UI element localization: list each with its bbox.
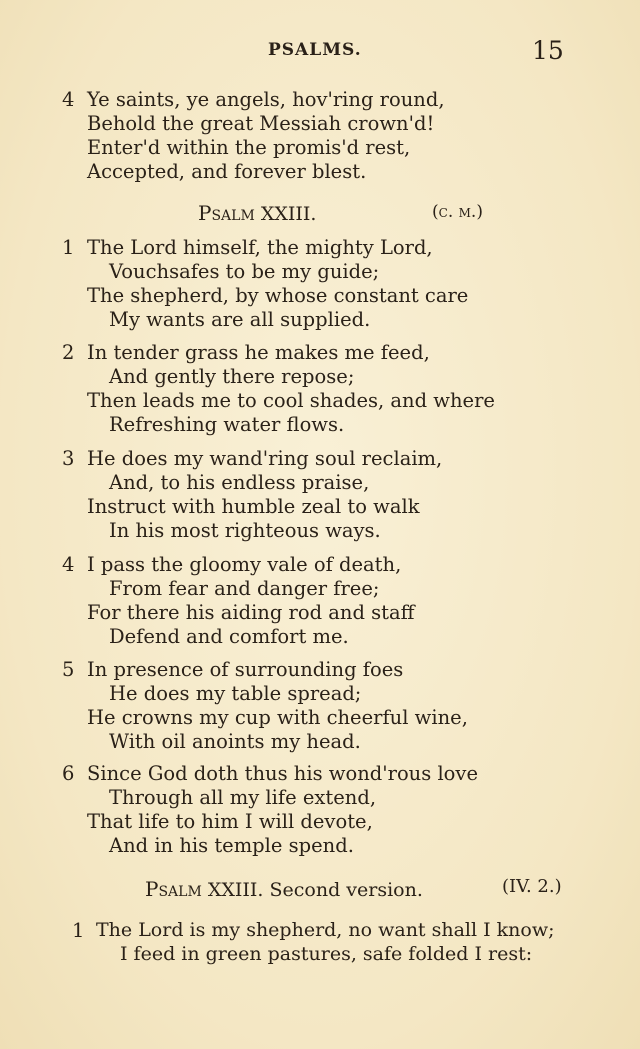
verse-line: That life to him I will devote, bbox=[87, 810, 373, 833]
verse-line: In presence of surrounding foes bbox=[87, 658, 404, 681]
psalm-title-word: Psalm bbox=[145, 877, 202, 901]
psalm-title-second bbox=[145, 879, 423, 900]
psalm-title bbox=[198, 203, 316, 224]
verse-line: The Lord is my shepherd, no want shall I know; bbox=[96, 919, 555, 941]
verse-line: Refreshing water flows. bbox=[109, 413, 345, 436]
meter-label bbox=[432, 204, 483, 221]
stanza-number: 1 bbox=[62, 236, 75, 259]
stanza-number: 1 bbox=[72, 919, 85, 942]
stanza-number: 3 bbox=[62, 447, 75, 470]
verse-line: The shepherd, by whose constant care bbox=[87, 284, 469, 307]
verse-line: For there his aiding rod and staff bbox=[87, 601, 415, 624]
verse-line: I feed in green pastures, safe folded I rest: bbox=[120, 943, 533, 965]
verse-line: My wants are all supplied. bbox=[109, 308, 371, 331]
stanza-number: 2 bbox=[62, 341, 75, 364]
meter-text: (c. m.) bbox=[432, 202, 483, 222]
verse-line: Since God doth thus his wond'rous love bbox=[87, 762, 478, 785]
verse-line: I pass the gloomy vale of death, bbox=[87, 553, 402, 576]
meter-label-second: (IV. 2.) bbox=[502, 876, 562, 897]
verse-line: Instruct with humble zeal to walk bbox=[87, 495, 420, 518]
stanza-number: 5 bbox=[62, 658, 75, 681]
verse-line: He crowns my cup with cheerful wine, bbox=[87, 706, 468, 729]
stanza-number: 6 bbox=[62, 762, 75, 785]
stanza-number: 4 bbox=[62, 88, 75, 111]
psalm-title-word: Psalm bbox=[198, 201, 255, 225]
verse-line: With oil anoints my head. bbox=[109, 730, 361, 753]
verse-line: Enter'd within the promis'd rest, bbox=[87, 136, 411, 159]
verse-line: In tender grass he makes me feed, bbox=[87, 341, 430, 364]
verse-line: He does my table spread; bbox=[109, 682, 362, 705]
verse-line: Accepted, and forever blest. bbox=[87, 160, 367, 183]
stanza-number: 4 bbox=[62, 553, 75, 576]
psalm-title-number: XXIII. bbox=[260, 203, 317, 225]
verse-line: And, to his endless praise, bbox=[109, 471, 370, 494]
psalm-title-version: Second version. bbox=[269, 879, 423, 901]
verse-line: And gently there repose; bbox=[109, 365, 355, 388]
page-header bbox=[0, 36, 640, 66]
verse-line: Through all my life extend, bbox=[109, 786, 377, 809]
verse-line: Then leads me to cool shades, and where bbox=[87, 389, 495, 412]
verse-line: From fear and danger free; bbox=[109, 577, 380, 600]
verse-line: In his most righteous ways. bbox=[109, 519, 381, 542]
verse-line: Vouchsafes to be my guide; bbox=[109, 260, 380, 283]
page-number: 15 bbox=[532, 36, 564, 65]
verse-line: Ye saints, ye angels, hov'ring round, bbox=[87, 88, 445, 111]
psalm-title-number: XXIII. bbox=[207, 879, 264, 901]
verse-line: And in his temple spend. bbox=[109, 834, 354, 857]
verse-line: He does my wand'ring soul reclaim, bbox=[87, 447, 443, 470]
verse-line: Defend and comfort me. bbox=[109, 625, 349, 648]
verse-line: Behold the great Messiah crown'd! bbox=[87, 112, 435, 135]
verse-line: The Lord himself, the mighty Lord, bbox=[87, 236, 433, 259]
running-head: PSALMS. bbox=[268, 40, 362, 60]
